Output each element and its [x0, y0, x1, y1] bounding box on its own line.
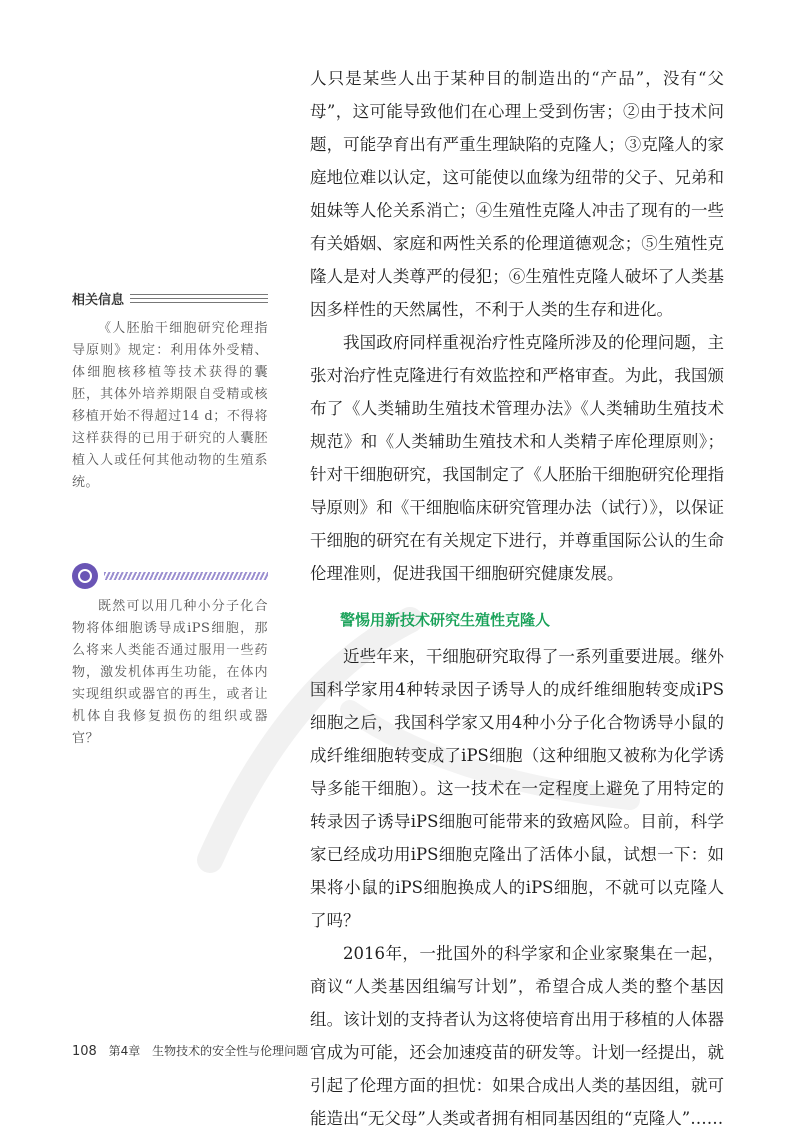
think-question-rule — [104, 572, 268, 580]
paragraph-2016: 2016年，一批国外的科学家和企业家聚集在一起，商议“人类基因组编写计划”，希望合成人类的整个基因组。该计划的支持者认为这将使培育出用于移植的人体器官成为可能，还会加速疫苗的研发等。计划一经提出，就引起了伦理方面的担忧：如果合成出人类的基因组，就可能造出“无父母”人类或者拥有相同基因组的“克隆人”…… — [310, 944, 724, 1128]
paragraph-continued: 人只是某些人出于某种目的制造出的“产品”，没有“父母”，这可能导致他们在心理上受到伤害；②由于技术问题，可能孕育出有严重生理缺陷的克隆人；③克隆人的家庭地位难以认定，这可能使以血缘为纽带的父子、兄弟和姐妹等人伦关系消亡；④生殖性克隆人冲击了现有的一些有关婚姻、家庭和两性关系的伦理道德观念；⑤生殖性克隆人是对人类尊严的侵犯；⑥生殖性克隆人破坏了人类基因多样性的天然属性，不利于人类的生存和进化。 — [310, 69, 724, 319]
question-icon — [72, 563, 98, 589]
related-info-box — [72, 288, 268, 507]
related-info-text: 《人胚胎干细胞研究伦理指导原则》规定：利用体外受精、体细胞核移植等技术获得的囊胚，其体外培养期限自受精或核移植开始不得超过14 d；不得将这样获得的已用于研究的人囊胚植入人或任何其他动物的生殖系统。 — [72, 321, 268, 490]
page-footer — [72, 1042, 316, 1059]
page-number: 108 — [72, 1044, 97, 1059]
paragraph-ips: 近些年来，干细胞研究取得了一系列重要进展。继外国科学家用4种转录因子诱导人的成纤维细胞转变成iPS细胞之后，我国科学家又用4种小分子化合物诱导小鼠的成纤维细胞转变成了iPS细胞（这种细胞又被称为化学诱导多能干细胞）。这一技术在一定程度上避免了用特定的转录因子诱导iPS细胞可能带来的致癌风险。目前，科学家已经成功用iPS细胞克隆出了活体小鼠，试想一下：如果将小鼠的iPS细胞换成人的iPS细胞，不就可以克隆人了吗？ — [310, 647, 724, 930]
think-question-text: 既然可以用几种小分子化合物将体细胞诱导成iPS细胞，那么将来人类能否通过服用一些药物，激发机体再生功能，在体内实现组织或器官的再生，或者让机体自我修复损伤的组织或器官？ — [72, 599, 268, 746]
main-column — [310, 62, 724, 1135]
related-info-header — [72, 288, 268, 308]
think-question-box — [72, 566, 268, 763]
paragraph-policy: 我国政府同样重视治疗性克隆所涉及的伦理问题，主张对治疗性克隆进行有效监控和严格审查。为此，我国颁布了《人类辅助生殖技术管理办法》《人类辅助生殖技术规范》和《人类辅助生殖技术和人类精子库伦理原则》；针对干细胞研究，我国制定了《人胚胎干细胞研究伦理指导原则》和《干细胞临床研究管理办法（试行）》，以保证干细胞的研究在有关规定下进行，并尊重国际公认的生命伦理准则，促进我国干细胞研究健康发展。 — [310, 333, 724, 583]
think-question-header — [72, 566, 268, 586]
related-info-rule — [130, 294, 268, 303]
related-info-title: 相关信息 — [72, 292, 125, 308]
section-heading: 警惕用新技术研究生殖性克隆人 — [340, 611, 551, 629]
chapter-label: 第4章 — [108, 1044, 141, 1058]
chapter-title: 生物技术的安全性与伦理问题 — [152, 1044, 309, 1058]
